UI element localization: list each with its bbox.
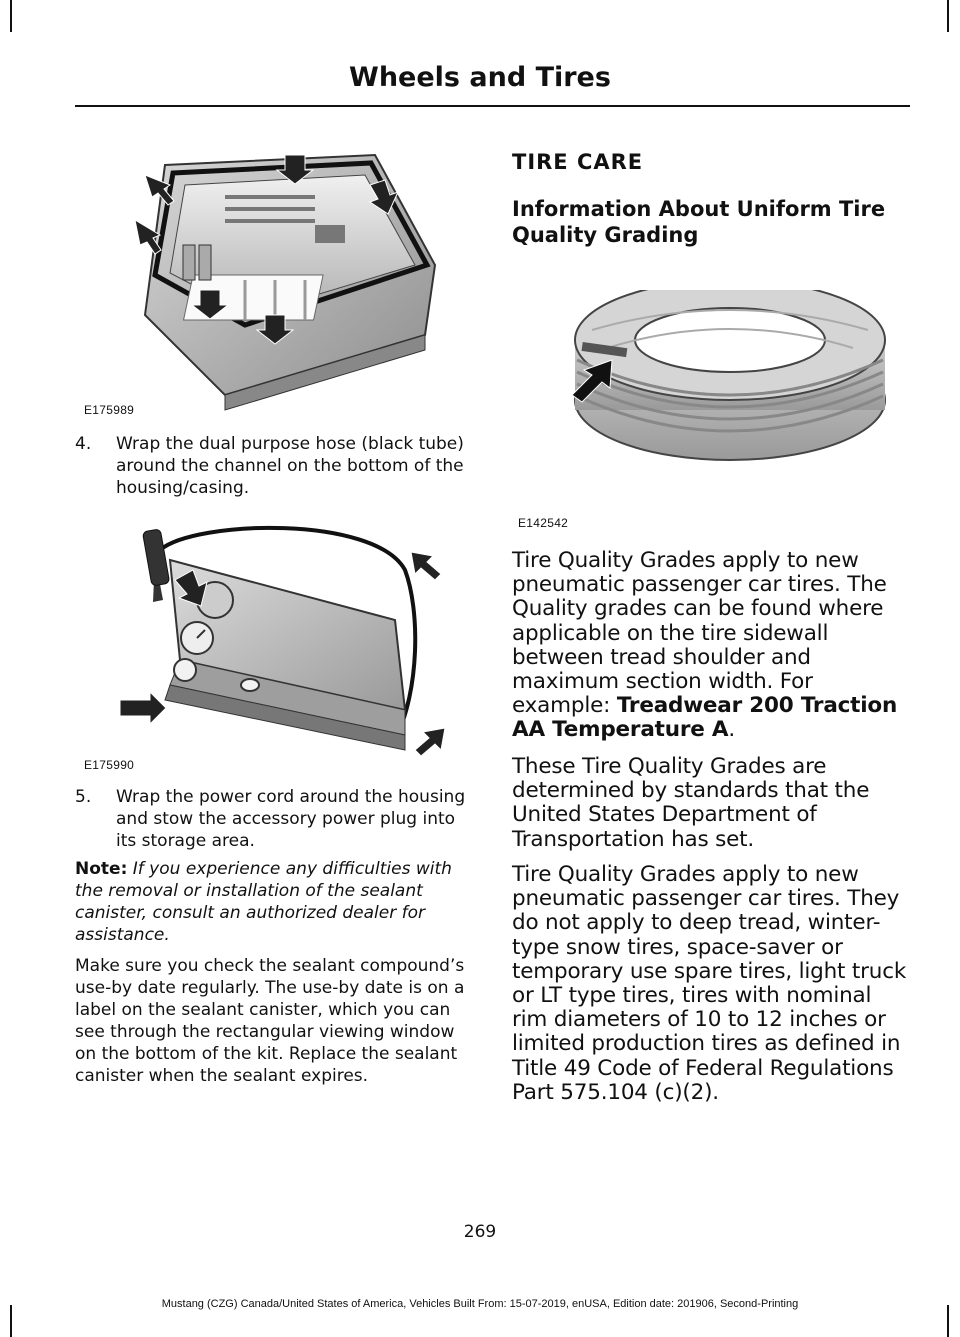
- footer: Mustang (CZG) Canada/United States of America, Vehicles Built From: 15-07-2019, enUSA, Edition date: 201906, Second-Printing: [161, 1298, 799, 1310]
- tire-quality-paragraph-2: These Tire Quality Grades are determined by standards that the United States Department of Transportation has set.: [512, 754, 870, 852]
- compressor-kit-hose-illustration: [75, 510, 480, 775]
- compressor-kit-channel-illustration: [75, 125, 480, 425]
- section-title: TIRE CARE: [512, 150, 644, 174]
- figure-tire: [512, 290, 912, 535]
- crop-mark: [10, 0, 12, 32]
- figure-code: E142542: [518, 516, 569, 530]
- page-number: 269: [463, 1222, 497, 1242]
- figure-code: E175990: [84, 758, 135, 772]
- note-label: Note:: [75, 859, 128, 879]
- figure-code: E175989: [84, 403, 135, 417]
- crop-mark: [947, 0, 949, 32]
- step-number: 4.: [75, 434, 92, 454]
- sealant-paragraph: Make sure you check the sealant compound’s use-by date regularly. The use-by date is on a label on the sealant canister, which you can see through the rectangular viewing window on the bottom of the kit. Replace the sealant canister when the sealant expires.: [75, 956, 465, 1086]
- tire-quality-paragraph-1: [512, 549, 912, 743]
- tire-quality-paragraph-3: Tire Quality Grades apply to new pneumatic passenger car tires. They do not apply to deep tread, winter-type snow tires, space-saver or temporary use spare tires, light truck or LT type tires, tires with nominal rim diameters of 10 to 12 inches or limited production tires as defined in Title 49 Code of Federal Regulations Part 575.104 (c)(2).: [512, 862, 907, 1105]
- grade-example: Treadwear 200 Traction AA Temperature A: [512, 693, 898, 743]
- figure-kit-channel: [75, 125, 480, 425]
- header-divider: [75, 105, 910, 107]
- note: [75, 858, 480, 946]
- subsection-title: Information About Uniform Tire Quality Grading: [512, 197, 886, 247]
- step-5: [75, 786, 480, 852]
- step-text: Wrap the dual purpose hose (black tube) around the channel on the bottom of the housing/casing.: [116, 434, 464, 498]
- step-text: Wrap the power cord around the housing and stow the accessory power plug into its storage area.: [116, 787, 466, 851]
- note-text: If you experience any difficulties with the removal or installation of the sealant canister, consult an authorized dealer for assistance.: [75, 859, 452, 945]
- tire-illustration: [512, 290, 912, 535]
- step-number: 5.: [75, 787, 92, 807]
- paragraph-end: .: [728, 717, 735, 743]
- step-4: [75, 433, 480, 499]
- page-title: Wheels and Tires: [349, 62, 611, 93]
- paragraph-text: Tire Quality Grades apply to new pneumatic passenger car tires. The Quality grades can be found where applicable on the tire sidewall between tread shoulder and maximum section width. For example:: [512, 548, 887, 719]
- figure-kit-hose: [75, 510, 480, 775]
